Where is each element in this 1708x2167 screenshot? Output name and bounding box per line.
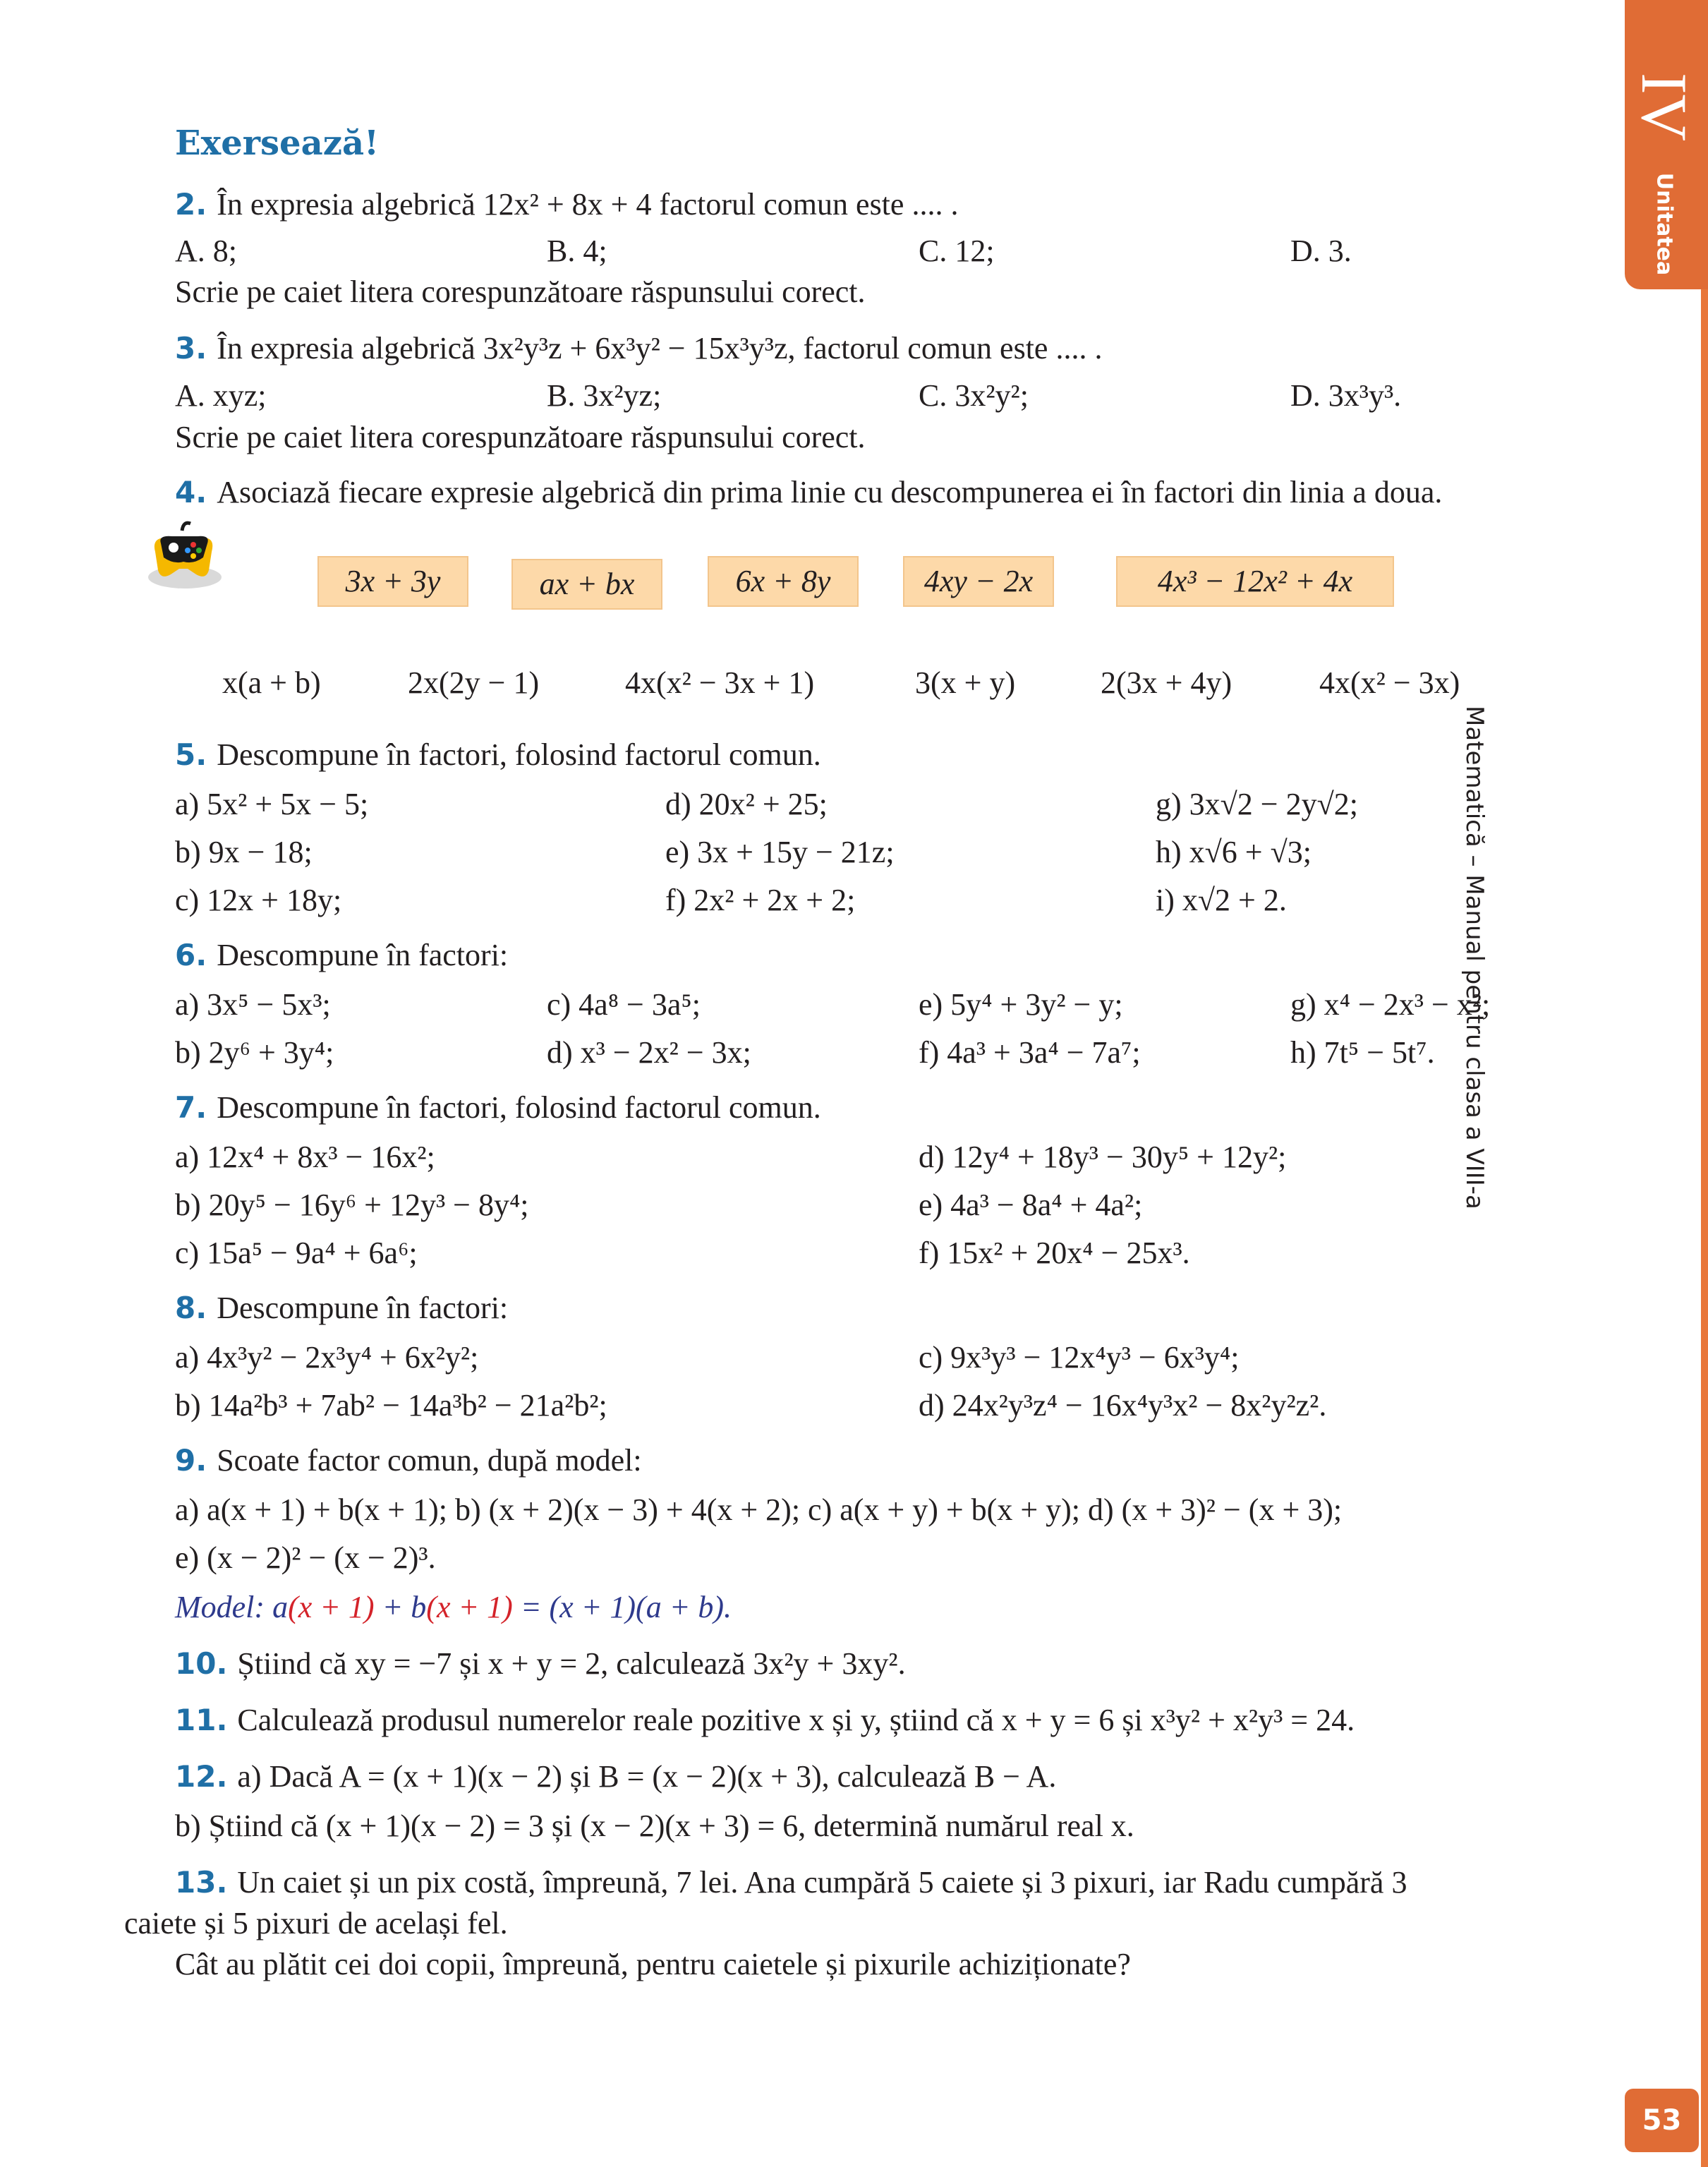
exercise-4	[175, 473, 1442, 512]
subitem: f) 15x² + 20x⁴ − 25x³.	[919, 1236, 1190, 1270]
option-b: B. 4;	[547, 234, 607, 268]
exercise-12	[175, 1757, 1056, 1797]
factored-form[interactable]: 3(x + y)	[915, 665, 1016, 700]
exercise-number: 2.	[175, 187, 207, 222]
exercise-number: 12.	[175, 1759, 228, 1794]
exercise-10	[175, 1644, 906, 1684]
factored-form[interactable]: 4x(x² − 3x)	[1319, 665, 1460, 700]
subitem: b) 2y⁶ + 3y⁴;	[175, 1035, 334, 1070]
exercise-number: 11.	[175, 1703, 228, 1737]
exercise-text: În expresia algebrică 3x²y³z + 6x³y² − 15x³y³z, factorul comun este .... .	[217, 331, 1103, 366]
expression-chip[interactable]: 4x³ − 12x² + 4x	[1116, 556, 1394, 607]
subitem: c) 4a⁸ − 3a⁵;	[547, 987, 701, 1022]
page-edge-stripe	[1701, 0, 1708, 2167]
option-c: C. 3x²y²;	[919, 378, 1029, 413]
exercise-text: Un caiet și un pix costă, împreună, 7 lei. Ana cumpără 5 caiete și 3 pixuri, iar Radu cumpără 3	[237, 1865, 1407, 1900]
subitem: d) x³ − 2x² − 3x;	[547, 1035, 751, 1070]
expression-chip[interactable]: ax + bx	[511, 559, 662, 610]
unit-tab	[1625, 0, 1708, 289]
section-title: Exersează!	[175, 123, 380, 163]
model-result: = (x + 1)(a + b).	[512, 1590, 732, 1624]
exercise-text: Asociază fiecare expresie algebrică din prima linie cu descompunerea ei în factori din linia a doua.	[217, 475, 1443, 509]
exercise-question: Cât au plătit cei doi copii, împreună, pentru caietele și pixurile achiziționate?	[175, 1947, 1131, 1981]
subitem: g) 3x√2 − 2y√2;	[1156, 787, 1358, 821]
subitem: c) 15a⁵ − 9a⁴ + 6a⁶;	[175, 1236, 418, 1270]
exercise-number: 3.	[175, 331, 207, 366]
exercise-number: 4.	[175, 475, 207, 509]
subitem: g) x⁴ − 2x³ − x²;	[1290, 987, 1491, 1022]
subitem: c) 12x + 18y;	[175, 883, 342, 917]
model-factor: (x + 1)	[426, 1590, 513, 1624]
model-coef-b: b	[411, 1590, 427, 1624]
exercise-number: 10.	[175, 1646, 228, 1681]
unit-label: Unitatea	[1652, 172, 1677, 276]
model-label: Model:	[175, 1590, 265, 1624]
factored-form[interactable]: 2x(2y − 1)	[408, 665, 540, 700]
option-a: A. 8;	[175, 234, 237, 268]
model-coef-a: a	[272, 1590, 289, 1624]
exercise-8	[175, 1288, 508, 1328]
expression-chip[interactable]: 3x + 3y	[317, 556, 468, 607]
subitem: f) 4a³ + 3a⁴ − 7a⁷;	[919, 1035, 1141, 1070]
exercise-11	[175, 1701, 1355, 1740]
exercise-text: a) Dacă A = (x + 1)(x − 2) și B = (x − 2)(x + 3), calculează B − A.	[237, 1759, 1057, 1794]
subitem: h) x√6 + √3;	[1156, 835, 1312, 869]
factored-form[interactable]: x(a + b)	[222, 665, 321, 700]
exercise-number: 13.	[175, 1865, 228, 1900]
expression-chip[interactable]: 4xy − 2x	[903, 556, 1054, 607]
subitems-line: a) a(x + 1) + b(x + 1); b) (x + 2)(x − 3) + 4(x + 2); c) a(x + y) + b(x + y); d) (x + 3)² − (x + 3);	[175, 1492, 1343, 1527]
exercise-number: 6.	[175, 938, 207, 972]
exercise-text: În expresia algebrică 12x² + 8x + 4 factorul comun este .... .	[217, 187, 959, 222]
option-b: B. 3x²yz;	[547, 378, 662, 413]
subitem: e) 4a³ − 8a⁴ + 4a²;	[919, 1188, 1143, 1222]
exercise-text: Descompune în factori, folosind factorul comun.	[217, 737, 821, 772]
exercise-text-b: b) Știind că (x + 1)(x − 2) = 3 și (x − 2)(x + 3) = 6, determină numărul real x.	[175, 1809, 1134, 1843]
subitem: c) 9x³y³ − 12x⁴y³ − 6x³y⁴;	[919, 1340, 1240, 1375]
subitem: e) 3x + 15y − 21z;	[665, 835, 895, 869]
exercise-7	[175, 1088, 821, 1128]
exercise-note: Scrie pe caiet litera corespunzătoare răspunsului corect.	[175, 274, 866, 309]
exercise-text: Calculează produsul numerelor reale pozitive x și y, știind că x + y = 6 și x³y² + x²y³ = 24.	[237, 1703, 1355, 1737]
subitem: a) 3x⁵ − 5x³;	[175, 987, 331, 1022]
subitem: b) 9x − 18;	[175, 835, 313, 869]
exercise-number: 7.	[175, 1090, 207, 1125]
exercise-2	[175, 185, 958, 224]
unit-number: IV	[1628, 73, 1700, 142]
exercise-note: Scrie pe caiet litera corespunzătoare răspunsului corect.	[175, 420, 866, 454]
exercise-text: Descompune în factori:	[217, 938, 509, 972]
subitem: a) 12x⁴ + 8x³ − 16x²;	[175, 1140, 435, 1174]
option-d: D. 3x³y³.	[1290, 378, 1402, 413]
model-example	[175, 1588, 732, 1627]
subitems-line: e) (x − 2)² − (x − 2)³.	[175, 1540, 436, 1575]
model-factor: (x + 1)	[288, 1590, 375, 1624]
subitem: e) 5y⁴ + 3y² − y;	[919, 987, 1123, 1022]
factored-form[interactable]: 2(3x + 4y)	[1101, 665, 1232, 700]
exercise-5	[175, 735, 821, 775]
exercise-text: Descompune în factori:	[217, 1291, 509, 1325]
exercise-3	[175, 329, 1102, 368]
option-c: C. 12;	[919, 234, 995, 268]
subitem: b) 20y⁵ − 16y⁶ + 12y³ − 8y⁴;	[175, 1188, 529, 1222]
exercise-text: Descompune în factori, folosind factorul comun.	[217, 1090, 821, 1125]
exercise-6	[175, 936, 508, 975]
model-plus: +	[374, 1590, 411, 1624]
subitem: d) 12y⁴ + 18y³ − 30y⁵ + 12y²;	[919, 1140, 1287, 1174]
exercise-number: 9.	[175, 1443, 207, 1478]
exercise-text: Scoate factor comun, după model:	[217, 1443, 642, 1478]
subitem: b) 14a²b³ + 7ab² − 14a³b² − 21a²b²;	[175, 1388, 607, 1423]
subitem: d) 20x² + 25;	[665, 787, 828, 821]
option-a: A. xyz;	[175, 378, 267, 413]
exercise-text-cont: caiete și 5 pixuri de același fel.	[124, 1906, 508, 1940]
book-title: Matematică – Manual pentru clasa a VIII-a	[1460, 706, 1489, 1209]
subitem: h) 7t⁵ − 5t⁷.	[1290, 1035, 1435, 1070]
factored-form[interactable]: 4x(x² − 3x + 1)	[625, 665, 815, 700]
subitem: i) x√2 + 2.	[1156, 883, 1287, 917]
expression-chip[interactable]: 6x + 8y	[708, 556, 859, 607]
gamepad-icon	[141, 515, 226, 600]
subitem: d) 24x²y³z⁴ − 16x⁴y³x² − 8x²y²z².	[919, 1388, 1327, 1423]
subitem: a) 4x³y² − 2x³y⁴ + 6x²y²;	[175, 1340, 479, 1375]
page-number: 53	[1625, 2089, 1699, 2152]
exercise-text: Știind că xy = −7 și x + y = 2, calculează 3x²y + 3xy².	[237, 1646, 906, 1681]
exercise-number: 5.	[175, 737, 207, 772]
option-d: D. 3.	[1290, 234, 1352, 268]
subitem: a) 5x² + 5x − 5;	[175, 787, 369, 821]
exercise-13	[175, 1863, 1407, 1902]
exercise-number: 8.	[175, 1291, 207, 1325]
subitem: f) 2x² + 2x + 2;	[665, 883, 856, 917]
exercise-9	[175, 1441, 642, 1480]
